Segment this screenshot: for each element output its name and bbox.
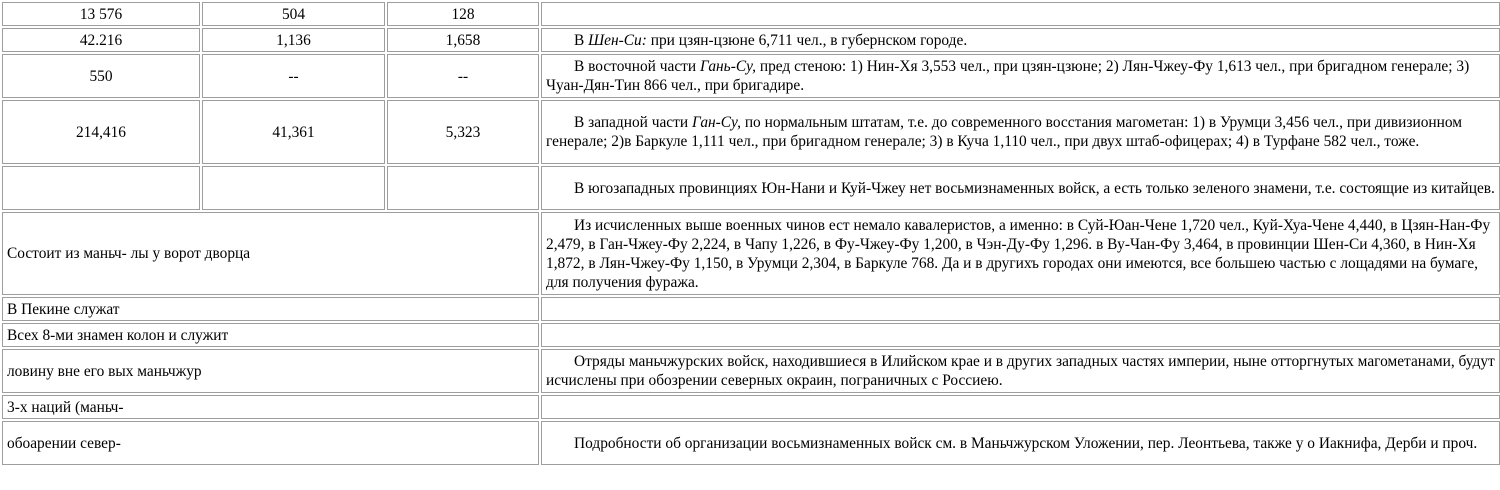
- cell-c1: 42.216: [2, 28, 200, 52]
- cell-note: [541, 297, 1500, 321]
- cell-left-text: Состоит из маньч- лы у ворот дворца: [2, 212, 539, 295]
- cell-left-text: ловину вне его вых маньчжур: [2, 349, 539, 393]
- table-row: [2, 297, 1500, 321]
- cell-c2: 504: [202, 2, 385, 26]
- cell-note: [541, 349, 1500, 393]
- table-row: [2, 28, 1500, 52]
- cell-note: [541, 2, 1500, 26]
- text-fragment: В югозападных провинциях Юн-Нани и Куй-Чжеу нет восьмизнаменных войск, а есть только зеленого знамени, т.е. состоящие из китайцев.: [574, 179, 1495, 197]
- cell-c1: 550: [2, 54, 200, 98]
- cell-c1: [2, 166, 200, 210]
- cell-note: [541, 421, 1500, 465]
- table-row: [2, 100, 1500, 164]
- table-row: [2, 323, 1500, 347]
- table-row: [2, 212, 1500, 295]
- table-row: [2, 54, 1500, 98]
- cell-c1: 13 576: [2, 2, 200, 26]
- cell-c2: 1,136: [202, 28, 385, 52]
- cell-left-text: обоарении север-: [2, 421, 539, 465]
- cell-c3: 5,323: [387, 100, 539, 164]
- cell-note: [541, 395, 1500, 419]
- cell-c3: --: [387, 54, 539, 98]
- table-row: [2, 2, 1500, 26]
- text-fragment: по нормальным штатам, т.е. до современного восстания магометан: 1) в Урумци 3,456 чел., при дивизионном генерале; 2)в Баркуле 1,111 чел., при бригадном генерале; 3) в Куча 1,110 чел., при двух штаб-офицерах; 4) в Турфане 582 чел., тоже.: [546, 114, 1463, 150]
- text-fragment: В западной части: [574, 114, 692, 131]
- table-row: [2, 421, 1500, 465]
- italic-term: Шен-Си:: [588, 31, 647, 49]
- cell-note: [541, 54, 1500, 98]
- cell-left-text: 3-х наций (маньч-: [2, 395, 539, 419]
- table-row: [2, 395, 1500, 419]
- cell-c3: [387, 166, 539, 210]
- table-row: [2, 349, 1500, 393]
- cell-c2: [202, 166, 385, 210]
- text-fragment: Отряды маньчжурских войск, находившиеся в Илийском крае и в других западных частях империи, ныне отторгнутых магометанами, будут исчислены при обозрении северных окраин, пограничных с Россиею.: [546, 353, 1495, 389]
- italic-term: Ган-Су,: [691, 114, 741, 131]
- italic-term: Гань-Су,: [699, 58, 756, 75]
- cell-note: [541, 166, 1500, 210]
- cell-c2: --: [202, 54, 385, 98]
- text-fragment: Из исчисленных выше военных чинов ест немало кавалеристов, а именно: в Суй-Юан-Чене 1,720 чел., Куй-Хуа-Чене 4,440, в Цзян-Нан-Фу 2,479, в Ган-Чжеу-Фу 2,224, в Чапу 1,226, в Фу-Чжеу-Фу 1,200, в Чэн-Ду-Фу 1,296. в Ву-Чан-Фу 3,464, в провинции Шен-Си 4,360, в Нин-Хя 1,872, в Лян-Чжеу-Фу 1,150, в Урумци 2,304, в Баркуле 768. Да и в другихъ городах они имеются, все большею частью с лощадями на бумаге, для получения фуража.: [546, 216, 1491, 291]
- cell-left-text: Всех 8-ми знамен колон и служит: [2, 323, 539, 347]
- cell-c3: 1,658: [387, 28, 539, 52]
- cell-note: [541, 212, 1500, 295]
- cell-c1: 214,416: [2, 100, 200, 164]
- cell-note: [541, 28, 1500, 52]
- cell-left-text: В Пекине служат: [2, 297, 539, 321]
- table-row: [2, 166, 1500, 210]
- text-fragment: пред стеною: 1) Нин-Хя 3,553 чел., при цзян-цзюне; 2) Лян-Чжеу-Фу 1,613 чел., при бригадном генерале; 3) Чуан-Дян-Тин 866 чел., при бригадире.: [546, 58, 1470, 94]
- text-fragment: Подробности об организации восьмизнаменных войск см. в Маньчжурском Уложении, пер. Леонтьева, также у о Иакнифа, Дерби и проч.: [574, 434, 1478, 452]
- text-fragment: при цзян-цзюне 6,711 чел., в губернском городе.: [646, 31, 968, 49]
- cell-note: [541, 100, 1500, 164]
- cell-c3: 128: [387, 2, 539, 26]
- text-fragment: В: [574, 31, 589, 49]
- text-fragment: В восточной части: [574, 58, 700, 75]
- cell-c2: 41,361: [202, 100, 385, 164]
- cell-note: [541, 323, 1500, 347]
